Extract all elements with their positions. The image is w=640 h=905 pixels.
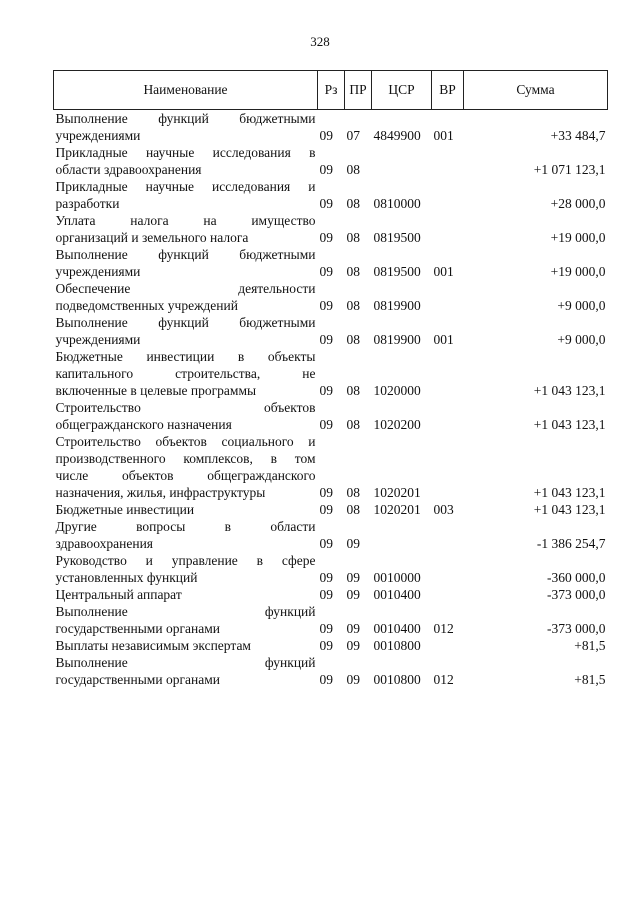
row-vr bbox=[432, 552, 464, 586]
row-name-line: Строительство объектов bbox=[55, 400, 316, 415]
row-pr: 09 bbox=[346, 536, 360, 551]
table-row bbox=[54, 314, 608, 348]
row-name bbox=[54, 399, 318, 433]
row-pr: 08 bbox=[346, 383, 360, 398]
row-pr: 09 bbox=[346, 672, 360, 687]
row-rz: 09 bbox=[319, 162, 333, 177]
row-csr: 4849900 bbox=[373, 128, 421, 143]
row-rz: 09 bbox=[319, 332, 333, 347]
table-row bbox=[54, 586, 608, 603]
row-sum: +19 000,0 bbox=[550, 264, 606, 279]
row-vr bbox=[432, 212, 464, 246]
row-csr: 0010400 bbox=[373, 587, 421, 602]
row-vr: 001 bbox=[433, 264, 454, 279]
table-row bbox=[54, 501, 608, 518]
row-name-line: установленных функций bbox=[55, 570, 198, 585]
row-name-line: учреждениями bbox=[55, 332, 141, 347]
row-name-line: Руководство и управление в сфере bbox=[55, 553, 316, 568]
row-name-line: разработки bbox=[55, 196, 120, 211]
row-name bbox=[54, 518, 318, 552]
row-csr: 0010800 bbox=[373, 638, 421, 653]
row-name bbox=[54, 178, 318, 212]
row-name-line: Выполнение функций бюджетными bbox=[55, 247, 316, 262]
row-rz: 09 bbox=[319, 298, 333, 313]
row-name-line: капитального строительства, не bbox=[55, 366, 316, 381]
table-row bbox=[54, 144, 608, 178]
table-row bbox=[54, 654, 608, 688]
row-rz: 09 bbox=[319, 502, 333, 517]
table-row bbox=[54, 399, 608, 433]
row-csr: 1020000 bbox=[373, 383, 421, 398]
row-rz: 09 bbox=[319, 417, 333, 432]
row-name-line: Бюджетные инвестиции в объекты bbox=[55, 349, 316, 364]
row-pr: 08 bbox=[346, 230, 360, 245]
row-pr: 08 bbox=[346, 417, 360, 432]
row-name bbox=[54, 246, 318, 280]
budget-table bbox=[53, 70, 608, 688]
row-pr: 08 bbox=[346, 332, 360, 347]
row-sum: +1 043 123,1 bbox=[533, 383, 606, 398]
row-pr: 08 bbox=[346, 485, 360, 500]
row-sum: +9 000,0 bbox=[557, 332, 606, 347]
row-rz: 09 bbox=[319, 536, 333, 551]
header-name: Наименование bbox=[54, 71, 318, 110]
row-name-line: Выполнение функций бюджетными bbox=[55, 111, 316, 126]
row-name-line: Уплата налога на имущество bbox=[55, 213, 316, 228]
row-name-line: производственного комплексов, в том bbox=[55, 451, 316, 466]
row-name-line: государственными органами bbox=[55, 621, 220, 636]
row-sum: -1 386 254,7 bbox=[536, 536, 606, 551]
page-number: 328 bbox=[310, 34, 330, 49]
header-rz: Рз bbox=[318, 71, 345, 110]
row-name-line: учреждениями bbox=[55, 264, 141, 279]
row-name-line: подведомственных учреждений bbox=[55, 298, 238, 313]
row-name-line: Центральный аппарат bbox=[55, 587, 182, 602]
row-rz: 09 bbox=[319, 485, 333, 500]
row-pr: 09 bbox=[346, 621, 360, 636]
table-header-row bbox=[54, 71, 608, 110]
row-name bbox=[54, 552, 318, 586]
row-rz: 09 bbox=[319, 230, 333, 245]
table-row bbox=[54, 246, 608, 280]
row-sum: +1 043 123,1 bbox=[533, 485, 606, 500]
row-csr: 0810000 bbox=[373, 196, 421, 211]
table-row bbox=[54, 110, 608, 145]
row-vr bbox=[432, 144, 464, 178]
row-rz: 09 bbox=[319, 570, 333, 585]
row-vr: 003 bbox=[433, 502, 454, 517]
row-pr: 08 bbox=[346, 298, 360, 313]
header-pr: ПР bbox=[345, 71, 372, 110]
row-rz: 09 bbox=[319, 383, 333, 398]
row-name-line: Строительство объектов социального и bbox=[55, 434, 316, 449]
row-rz: 09 bbox=[319, 196, 333, 211]
row-pr: 08 bbox=[346, 162, 360, 177]
row-name bbox=[54, 348, 318, 399]
row-vr: 012 bbox=[433, 672, 454, 687]
row-name-line: здравоохранения bbox=[55, 536, 154, 551]
row-name bbox=[54, 501, 318, 518]
row-vr: 001 bbox=[433, 128, 454, 143]
table-row bbox=[54, 212, 608, 246]
row-name-line: Обеспечение деятельности bbox=[55, 281, 316, 296]
row-name-line: учреждениями bbox=[55, 128, 141, 143]
row-name-line: Выполнение функций bbox=[55, 655, 316, 670]
row-vr bbox=[432, 586, 464, 603]
row-name bbox=[54, 144, 318, 178]
table-row bbox=[54, 637, 608, 654]
row-csr: 0819500 bbox=[373, 230, 421, 245]
row-name-line: общегражданского назначения bbox=[55, 417, 232, 432]
row-sum: -373 000,0 bbox=[547, 621, 606, 636]
row-name-line: области здравоохранения bbox=[55, 162, 202, 177]
row-rz: 09 bbox=[319, 672, 333, 687]
table-row bbox=[54, 178, 608, 212]
row-vr bbox=[432, 348, 464, 399]
row-name-line: Бюджетные инвестиции bbox=[55, 502, 195, 517]
table-row bbox=[54, 348, 608, 399]
row-vr bbox=[432, 433, 464, 501]
row-vr bbox=[432, 280, 464, 314]
row-name-line: организаций и земельного налога bbox=[55, 230, 249, 245]
row-name-line: включенные в целевые программы bbox=[55, 383, 257, 398]
row-pr: 09 bbox=[346, 638, 360, 653]
row-name bbox=[54, 212, 318, 246]
row-vr bbox=[432, 399, 464, 433]
row-sum: +81,5 bbox=[574, 638, 606, 653]
row-name bbox=[54, 603, 318, 637]
row-csr: 0819900 bbox=[373, 332, 421, 347]
row-sum: +33 484,7 bbox=[550, 128, 606, 143]
row-sum: +1 043 123,1 bbox=[533, 502, 606, 517]
header-vr: ВР bbox=[432, 71, 464, 110]
row-csr: 0010000 bbox=[373, 570, 421, 585]
header-csr: ЦСР bbox=[372, 71, 432, 110]
row-csr: 0819900 bbox=[373, 298, 421, 313]
row-sum: -360 000,0 bbox=[547, 570, 606, 585]
row-name-line: государственными органами bbox=[55, 672, 220, 687]
row-csr: 1020200 bbox=[373, 417, 421, 432]
row-pr: 09 bbox=[346, 587, 360, 602]
row-pr: 07 bbox=[346, 128, 360, 143]
header-sum: Сумма bbox=[464, 71, 608, 110]
row-vr bbox=[432, 178, 464, 212]
row-vr: 001 bbox=[433, 332, 454, 347]
row-csr bbox=[372, 144, 432, 178]
row-pr: 09 bbox=[346, 570, 360, 585]
table-row bbox=[54, 552, 608, 586]
row-pr: 08 bbox=[346, 264, 360, 279]
row-name bbox=[54, 433, 318, 501]
row-csr: 0819500 bbox=[373, 264, 421, 279]
row-name-line: Прикладные научные исследования в bbox=[55, 145, 316, 160]
row-name-line: Прикладные научные исследования и bbox=[55, 179, 316, 194]
row-pr: 08 bbox=[346, 502, 360, 517]
row-name bbox=[54, 314, 318, 348]
row-csr: 0010800 bbox=[373, 672, 421, 687]
row-vr: 012 bbox=[433, 621, 454, 636]
row-rz: 09 bbox=[319, 638, 333, 653]
row-sum: +28 000,0 bbox=[550, 196, 606, 211]
row-csr: 1020201 bbox=[373, 502, 421, 517]
row-name-line: Выплаты независимым экспертам bbox=[55, 638, 251, 653]
row-name-line: Выполнение функций бюджетными bbox=[55, 315, 316, 330]
row-name-line: числе объектов общегражданского bbox=[55, 468, 316, 483]
row-name-line: назначения, жилья, инфраструктуры bbox=[55, 485, 266, 500]
row-rz: 09 bbox=[319, 621, 333, 636]
table-row bbox=[54, 280, 608, 314]
row-name bbox=[54, 654, 318, 688]
table-row bbox=[54, 433, 608, 501]
row-name bbox=[54, 586, 318, 603]
row-sum: +81,5 bbox=[574, 672, 606, 687]
row-name bbox=[54, 280, 318, 314]
row-name-line: Другие вопросы в области bbox=[55, 519, 316, 534]
table-row bbox=[54, 603, 608, 637]
row-name-line: Выполнение функций bbox=[55, 604, 316, 619]
row-sum: +1 043 123,1 bbox=[533, 417, 606, 432]
row-sum: -373 000,0 bbox=[547, 587, 606, 602]
row-vr bbox=[432, 637, 464, 654]
row-csr: 1020201 bbox=[373, 485, 421, 500]
row-rz: 09 bbox=[319, 128, 333, 143]
row-csr: 0010400 bbox=[373, 621, 421, 636]
row-sum: +1 071 123,1 bbox=[533, 162, 606, 177]
row-csr bbox=[372, 518, 432, 552]
row-rz: 09 bbox=[319, 264, 333, 279]
row-name bbox=[54, 637, 318, 654]
table-row bbox=[54, 518, 608, 552]
row-sum: +19 000,0 bbox=[550, 230, 606, 245]
row-name bbox=[54, 110, 318, 145]
row-rz: 09 bbox=[319, 587, 333, 602]
row-sum: +9 000,0 bbox=[557, 298, 606, 313]
row-vr bbox=[432, 518, 464, 552]
row-pr: 08 bbox=[346, 196, 360, 211]
